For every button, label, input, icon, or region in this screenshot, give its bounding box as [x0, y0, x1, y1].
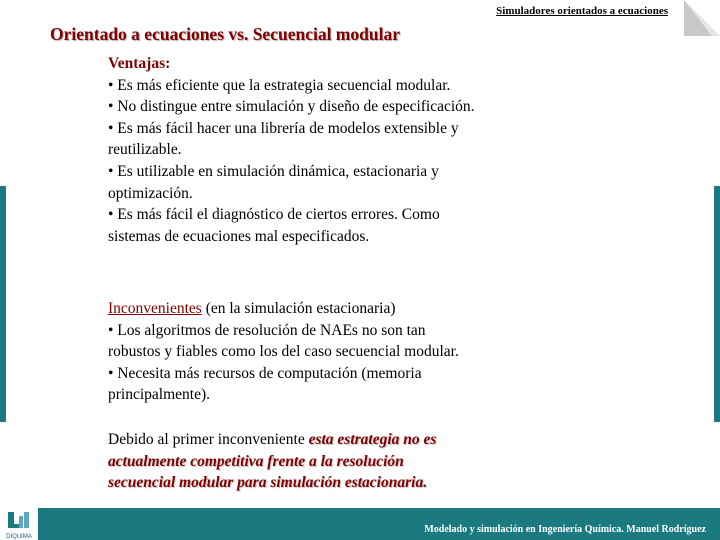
- conclusion-block: [108, 429, 528, 494]
- disadvantages-heading-suffix: (en la simulación estacionaria): [201, 300, 396, 317]
- disadvantages-line: • Los algoritmos de resolución de NAEs no son tan: [108, 321, 426, 339]
- advantages-line: sistemas de ecuaciones mal especificados.: [108, 227, 370, 245]
- footer-text: Modelado y simulación en Ingeniería Química. Manuel Rodríguez: [424, 524, 706, 535]
- conclusion-emphasis: esta estrategia no es: [308, 431, 437, 448]
- logo-text: DIQUIMA: [6, 534, 32, 540]
- slide-title: Orientado a ecuaciones vs. Secuencial modular: [50, 24, 400, 44]
- advantages-block: [108, 53, 548, 247]
- page-curl-icon: [684, 0, 720, 36]
- advantages-heading: Ventajas:: [108, 55, 171, 72]
- disadvantages-line: principalmente).: [108, 386, 210, 404]
- header-title: Simuladores orientados a ecuaciones: [496, 5, 668, 17]
- conclusion-emphasis: actualmente competitiva frente a la resolución: [108, 452, 404, 470]
- advantages-line: • Es utilizable en simulación dinámica, estacionaria y: [108, 162, 439, 180]
- advantages-line: • Es más fácil hacer una librería de modelos extensible y: [108, 119, 459, 137]
- diquima-logo-icon: [6, 510, 32, 532]
- advantages-line: optimización.: [108, 184, 193, 202]
- footer-bar: [0, 508, 720, 540]
- conclusion-line-1: [108, 429, 528, 451]
- conclusion-emphasis: secuencial modular para simulación estacionaria.: [108, 474, 428, 492]
- advantages-line: • Es más eficiente que la estrategia secuencial modular.: [108, 76, 451, 94]
- disadvantages-line: • Necesita más recursos de computación (memoria: [108, 364, 422, 382]
- disadvantages-heading-line: [108, 298, 548, 320]
- right-accent-bar: [714, 186, 720, 422]
- disadvantages-line: robustos y fiables como los del caso secuencial modular.: [108, 343, 459, 361]
- advantages-line: reutilizable.: [108, 141, 182, 159]
- diquima-logo: [0, 508, 38, 540]
- advantages-line: • No distingue entre simulación y diseño de especificación.: [108, 98, 475, 116]
- disadvantages-heading: Inconvenientes: [108, 300, 202, 317]
- advantages-line: • Es más fácil el diagnóstico de ciertos errores. Como: [108, 206, 440, 224]
- left-accent-bar: [0, 186, 6, 422]
- disadvantages-block: [108, 298, 548, 406]
- conclusion-lead: Debido al primer inconveniente: [108, 431, 309, 448]
